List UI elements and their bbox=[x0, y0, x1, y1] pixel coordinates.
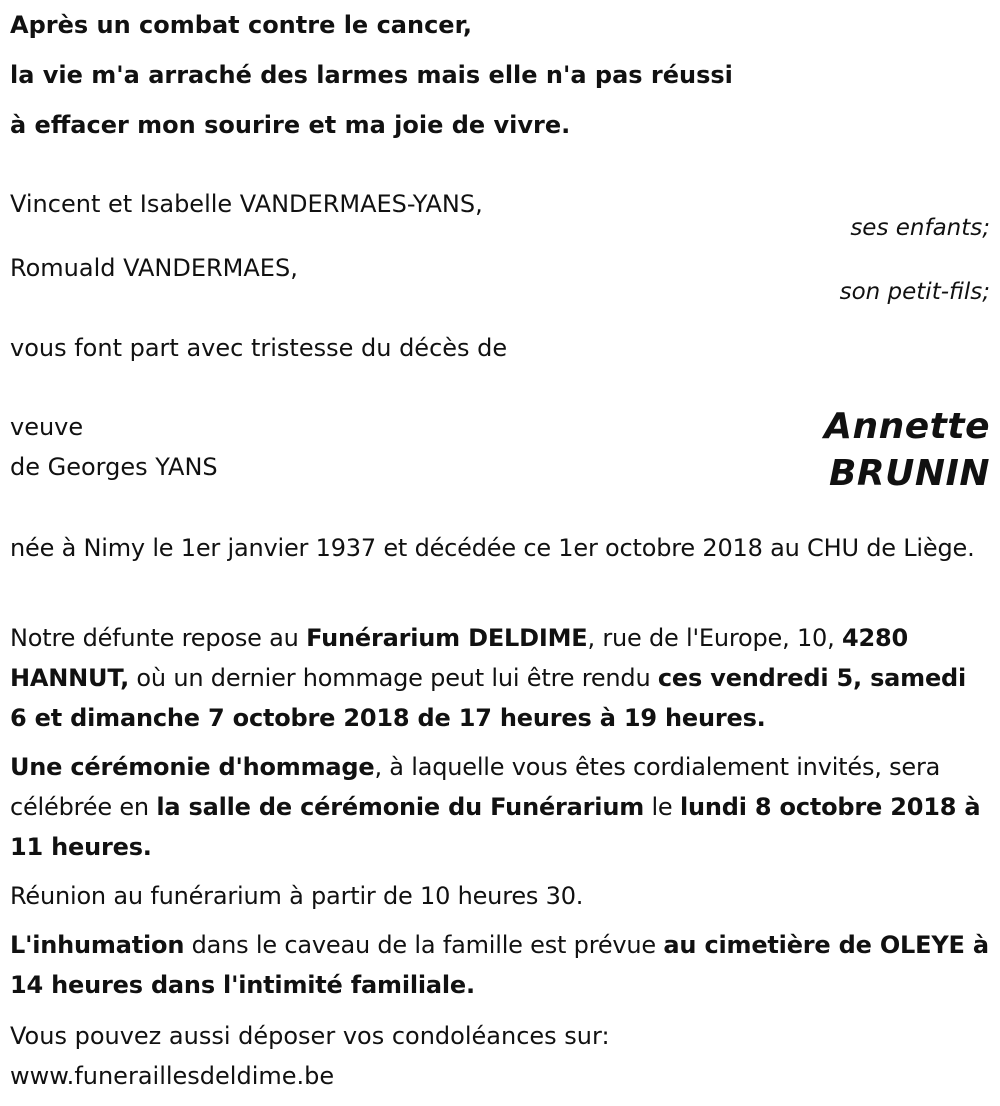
repose-text-2: , rue de l'Europe, 10, bbox=[587, 624, 842, 652]
ceremony-date: lundi 8 octobre 2018 à 11 heures. bbox=[10, 793, 981, 861]
funeral-home-name: Funérarium DELDIME bbox=[306, 624, 588, 652]
burial-title: L'inhumation bbox=[10, 931, 185, 959]
epigraph-line-1: Après un combat contre le cancer, bbox=[10, 11, 472, 39]
funeral-home-city: 4280 HANNUT, bbox=[10, 624, 908, 692]
birth-death-paragraph: née à Nimy le 1er janvier 1937 et décédée ce 1er octobre 2018 au CHU de Liège. bbox=[10, 534, 975, 562]
ceremony-title: Une cérémonie d'hommage bbox=[10, 753, 375, 781]
grandchild-role: son petit-fils; bbox=[839, 279, 990, 305]
deceased-last-name: BRUNIN bbox=[828, 453, 990, 494]
meeting-paragraph: Réunion au funérarium à partir de 10 heures 30. bbox=[10, 882, 584, 910]
ceremony-venue: la salle de cérémonie du Funérarium bbox=[156, 793, 645, 821]
grandchild-name: Romuald VANDERMAES, bbox=[10, 254, 298, 282]
burial-paragraph bbox=[10, 925, 990, 1005]
repose-text-3: où un dernier hommage peut lui être rendu bbox=[129, 664, 658, 692]
condolences-text: Vous pouvez aussi déposer vos condoléances sur: bbox=[10, 1022, 610, 1050]
ceremony-text-1: , à laquelle vous êtes cordialement invités, sera célébrée en bbox=[10, 753, 941, 821]
repose-paragraph bbox=[10, 618, 990, 738]
ceremony-paragraph bbox=[10, 747, 990, 867]
repose-text-1: Notre défunte repose au bbox=[10, 624, 307, 652]
children-role: ses enfants; bbox=[850, 215, 990, 241]
deceased-first-name: Annette bbox=[824, 406, 990, 447]
children-names: Vincent et Isabelle VANDERMAES-YANS, bbox=[10, 190, 483, 218]
burial-text-1: dans le caveau de la famille est prévue bbox=[184, 931, 664, 959]
epigraph-line-2: la vie m'a arraché des larmes mais elle n'a pas réussi bbox=[10, 61, 733, 89]
epigraph-line-3: à effacer mon sourire et ma joie de vivre. bbox=[10, 111, 571, 139]
burial-location: au cimetière de OLEYE à 14 heures dans l'intimité familiale. bbox=[10, 931, 989, 999]
deceased-status: veuve bbox=[10, 413, 84, 441]
announcement-text: vous font part avec tristesse du décès de bbox=[10, 334, 508, 362]
deceased-spouse: de Georges YANS bbox=[10, 453, 218, 481]
ceremony-text-2: le bbox=[644, 793, 680, 821]
condolences-link[interactable]: www.funeraillesdeldime.be bbox=[10, 1062, 335, 1090]
visitation-dates: ces vendredi 5, samedi 6 et dimanche 7 octobre 2018 de 17 heures à 19 heures. bbox=[10, 664, 967, 732]
